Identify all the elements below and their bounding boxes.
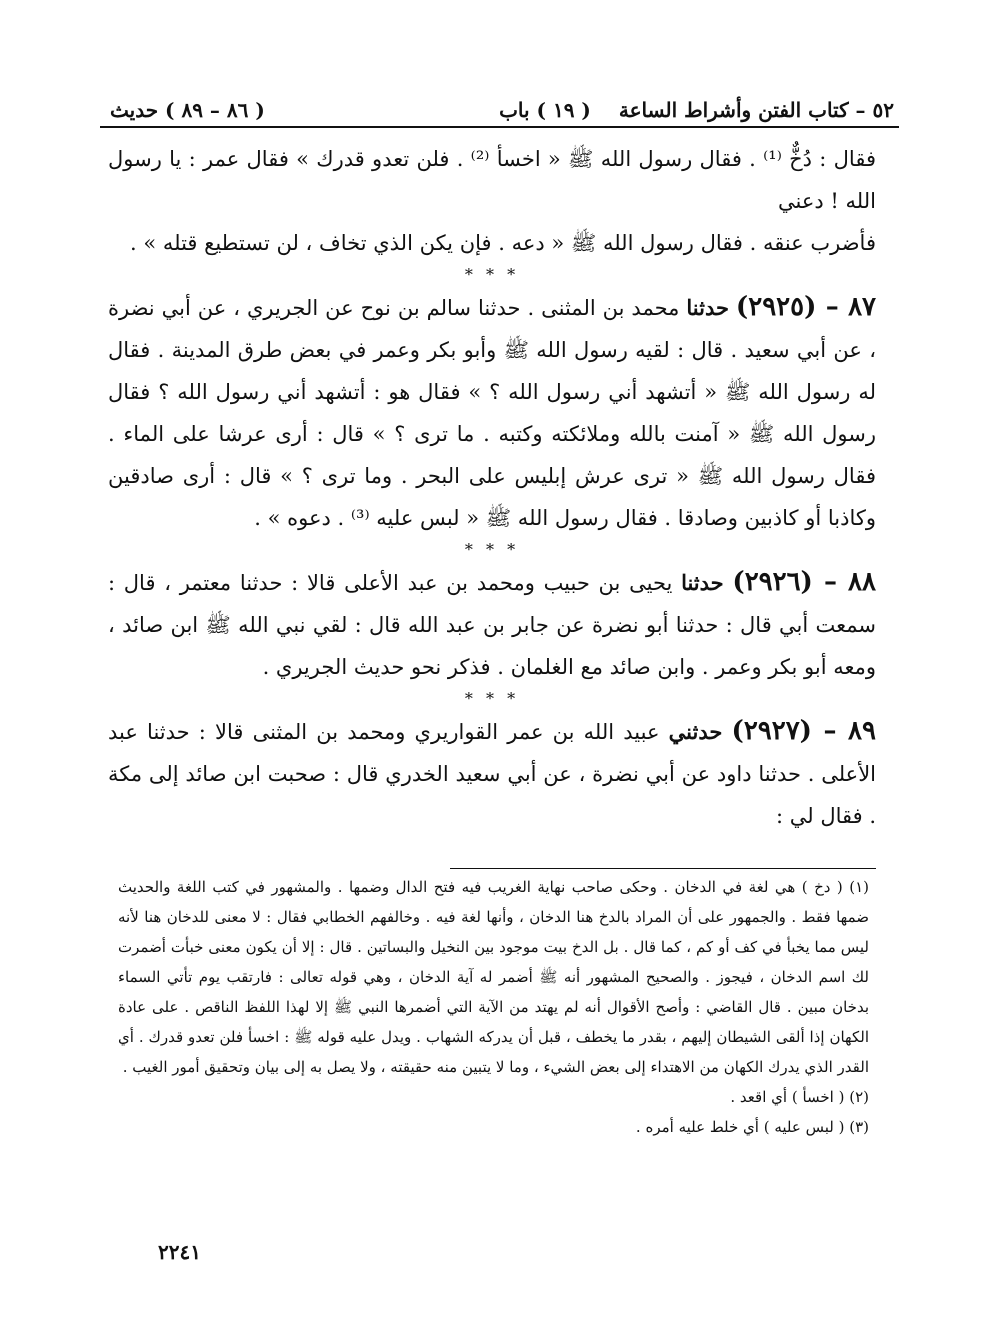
hadith-text: يحيى بن حبيب ومحمد بن عبد الأعلى قالا : حدثنا معتمر ، قال : سمعت أبي قال : حدثنا أبو نضرة عن جابر بن عبد الله قال : لقي نبي الله ﷺ ابن صائد ، ومعه أبو بكر وعمر . وابن صائد مع الغلمان . فذكر نحو حديث الجريري . xyxy=(108,571,876,679)
hadith-number: ٨٩ – (٢٩٢٧) xyxy=(731,716,876,746)
footnotes xyxy=(118,872,869,1142)
intro-line-1: فقال : دُخٌّ ⁽¹⁾ . فقال رسول الله ﷺ « اخسأ ⁽²⁾ . فلن تعدو قدرك » فقال عمر : يا رسول الله ! دعني xyxy=(108,147,876,213)
footnote-divider xyxy=(450,868,876,869)
hadith-number: ٨٧ – (٢٩٢٥) xyxy=(735,292,877,322)
hadith-89 xyxy=(108,710,876,837)
header-hadith-range: ( ٨٦ – ٨٩ ) حديث xyxy=(110,98,265,122)
narration-word: حدثنا xyxy=(686,295,729,320)
section-separator: * * * xyxy=(464,689,520,708)
hadith-87 xyxy=(108,286,876,539)
section-separator: * * * xyxy=(464,540,520,559)
intro-line-2: فأضرب عنقه . فقال رسول الله ﷺ « دعه . فإن يكن الذي تخاف ، لن تستطيع قتله » . xyxy=(130,231,876,255)
page-header xyxy=(110,88,894,122)
hadith-text: محمد بن المثنى . حدثنا سالم بن نوح عن الجريري ، عن أبي نضرة ، عن أبي سعيد . قال : لقيه رسول الله ﷺ وأبو بكر وعمر في بعض طرق المدينة . فقال له رسول الله ﷺ « أتشهد أني رسول الله ؟ » فقال هو : أتشهد أني رسول الله ؟ فقال رسول الله ﷺ « آمنت بالله وملائكته وكتبه . ما ترى ؟ » قال : أرى عرشا على الماء . فقال رسول الله ﷺ « ترى عرش إبليس على البحر . وما ترى ؟ » قال : أرى صادقين وكاذبا أو كاذبين وصادقا . فقال رسول الله ﷺ « لبس عليه ⁽³⁾ . دعوه » . xyxy=(108,296,876,530)
narration-word: حدثني xyxy=(668,719,723,744)
narration-word: حدثنا xyxy=(681,570,724,595)
header-chapter: ( ١٩ ) باب xyxy=(499,98,591,122)
footnote-1: (١) ( دخ ) هي لغة في الدخان . وحكى صاحب نهاية الغريب فيه فتح الدال وضمها . والمشهور في كتب اللغة والحديث ضمها فقط . والجمهور على أن المراد بالدخ هنا الدخان ، وأنها لغة فيه . وخالفهم الخطابي فقال : لا معنى للدخان هنا لأنه ليس مما يخبأ في كف أو كم ، كما قال . بل الدخ بيت موجود بين النخيل والبساتين . قال : إلا أن يكون معنى خبأت أضمرت لك اسم الدخان ، فيجوز . والصحيح المشهور أنه ﷺ أضمر له آية الدخان ، وهي قوله تعالى : فارتقب يوم تأتي السماء بدخان مبين . قال القاضي : وأصح الأقوال أنه لم يهتد من الآية التي أضمرها النبي ﷺ إلا لهذا اللفظ الناقص . على عادة الكهان إذا ألقى الشيطان إليهم ، بقدر ما يخطف ، قبل أن يدركه الشهاب . ويدل عليه قوله ﷺ : اخسأ فلن تعدو قدرك . أي القدر الذي يدرك الكهان من الاهتداء إلى بعض الشيء ، وما لا يتبين منه حقيقته ، ولا يصل به إلى بيان وتحقيق أمور الغيب . xyxy=(118,878,869,1076)
hadith-number: ٨٨ – (٢٩٢٦) xyxy=(732,567,876,597)
header-book-title: ٥٢ – كتاب الفتن وأشراط الساعة xyxy=(618,98,894,122)
footnote-2: (٢) ( اخسأ ) أي اقعد . xyxy=(730,1088,869,1106)
hadith-88 xyxy=(108,561,876,688)
page-number: ٢٢٤١ xyxy=(158,1240,201,1264)
main-text xyxy=(108,138,876,837)
header-divider xyxy=(100,126,899,128)
hadith-text: عبيد الله بن عمر القواريري ومحمد بن المثنى قالا : حدثنا عبد الأعلى . حدثنا داود عن أبي نضرة ، عن أبي سعيد الخدري قال : صحبت ابن صائد إلى مكة . فقال لي : xyxy=(108,720,876,828)
header-right xyxy=(499,98,894,122)
section-separator: * * * xyxy=(464,265,520,284)
footnote-3: (٣) ( لبس عليه ) أي خلط عليه أمره . xyxy=(635,1118,869,1136)
